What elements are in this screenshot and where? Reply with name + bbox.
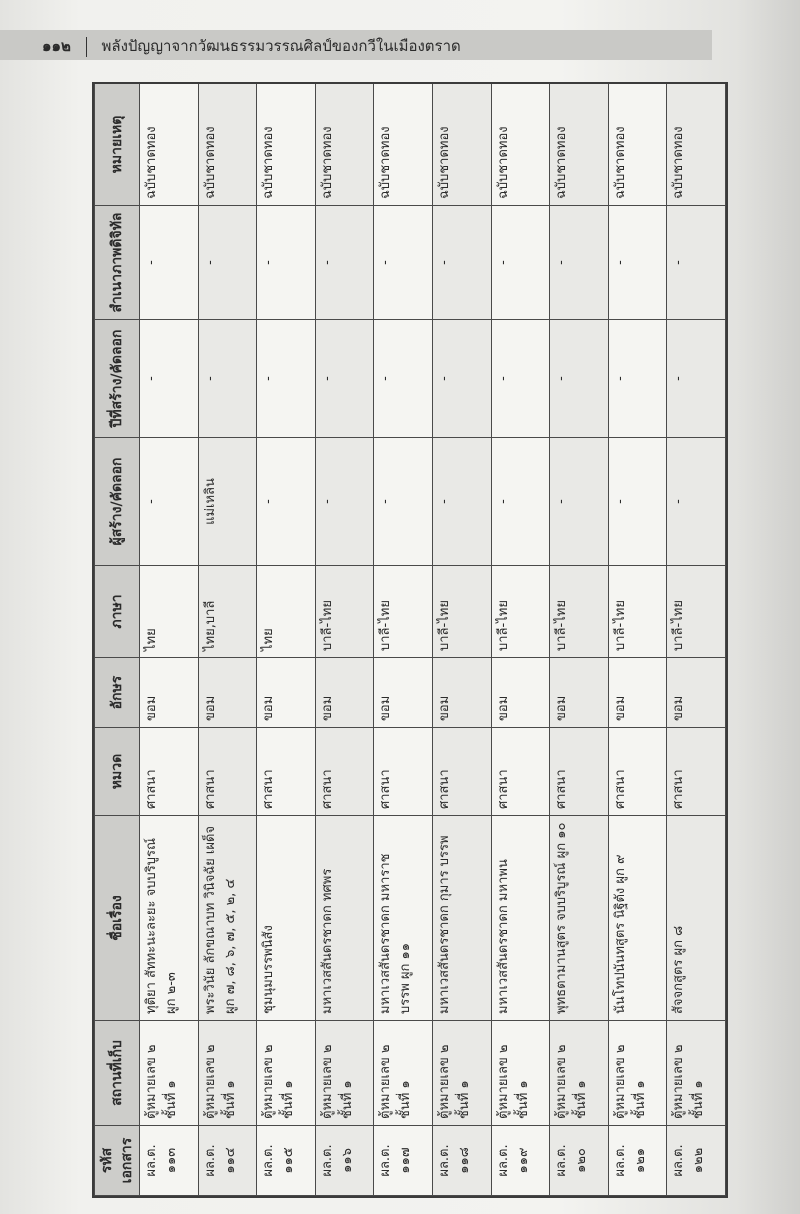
cell-category: ศาสนา	[667, 728, 726, 816]
cell-category: ศาสนา	[491, 728, 550, 816]
cell-code: ผล.ต. ๑๑๕	[257, 1126, 316, 1196]
cell-year: -	[491, 320, 550, 438]
column-header: ชื่อเรื่อง	[95, 816, 140, 1021]
cell-year: -	[550, 320, 609, 438]
cell-note: ฉบับชาดทอง	[550, 84, 609, 206]
cell-location: ตู้หมายเลข ๒ ชั้นที่ ๑	[140, 1021, 199, 1126]
manuscript-table-frame	[92, 82, 728, 1198]
rotated-table-container	[94, 84, 726, 1196]
column-header: หมายเหตุ	[95, 84, 140, 206]
table-row	[374, 84, 433, 1196]
cell-language: บาลี-ไทย	[491, 566, 550, 658]
cell-title: ทุติยา สัททะนะละยะ จบบริบูรณ์ ผูก ๒-๓	[140, 816, 199, 1021]
table-row	[198, 84, 257, 1196]
cell-digital: -	[667, 206, 726, 320]
cell-title: สัจจกสูตร ผูก ๘	[667, 816, 726, 1021]
cell-creator: -	[550, 438, 609, 566]
cell-title: นันโทปนันทสูตร นิฐิตัง ผูก ๙	[608, 816, 667, 1021]
cell-script: ขอม	[257, 658, 316, 728]
cell-digital: -	[140, 206, 199, 320]
cell-title: มหาเวสสันดรชาดก มหาราช บรรพ ผูก ๑๑	[374, 816, 433, 1021]
cell-year: -	[608, 320, 667, 438]
cell-creator: -	[667, 438, 726, 566]
cell-script: ขอม	[198, 658, 257, 728]
cell-note: ฉบับชาดทอง	[608, 84, 667, 206]
cell-title: มหาเวสสันดรชาดก ทศพร	[315, 816, 374, 1021]
cell-script: ขอม	[491, 658, 550, 728]
cell-code: ผล.ต. ๑๑๔	[198, 1126, 257, 1196]
manuscript-register-table	[94, 83, 726, 1196]
cell-creator: -	[257, 438, 316, 566]
cell-digital: -	[315, 206, 374, 320]
cell-location: ตู้หมายเลข ๒ ชั้นที่ ๑	[432, 1021, 491, 1126]
cell-title: มหาเวสสันดรชาดก กุมาร บรรพ	[432, 816, 491, 1021]
cell-category: ศาสนา	[608, 728, 667, 816]
cell-location: ตู้หมายเลข ๒ ชั้นที่ ๑	[374, 1021, 433, 1126]
cell-category: ศาสนา	[374, 728, 433, 816]
cell-language: บาลี-ไทย	[315, 566, 374, 658]
cell-script: ขอม	[315, 658, 374, 728]
table-row	[140, 84, 199, 1196]
cell-note: ฉบับชาดทอง	[257, 84, 316, 206]
cell-creator: แม่เหลิน	[198, 438, 257, 566]
cell-digital: -	[374, 206, 433, 320]
cell-year: -	[140, 320, 199, 438]
cell-code: ผล.ต. ๑๑๘	[432, 1126, 491, 1196]
cell-location: ตู้หมายเลข ๒ ชั้นที่ ๑	[608, 1021, 667, 1126]
cell-note: ฉบับชาดทอง	[198, 84, 257, 206]
table-row	[257, 84, 316, 1196]
cell-language: ไทย	[257, 566, 316, 658]
cell-digital: -	[491, 206, 550, 320]
running-header	[42, 34, 461, 58]
cell-language: บาลี-ไทย	[374, 566, 433, 658]
cell-script: ขอม	[432, 658, 491, 728]
table-row	[315, 84, 374, 1196]
cell-location: ตู้หมายเลข ๒ ชั้นที่ ๑	[550, 1021, 609, 1126]
cell-note: ฉบับชาดทอง	[315, 84, 374, 206]
table-row	[491, 84, 550, 1196]
cell-year: -	[315, 320, 374, 438]
cell-code: ผล.ต. ๑๑๓	[140, 1126, 199, 1196]
cell-language: บาลี-ไทย	[667, 566, 726, 658]
table-row	[432, 84, 491, 1196]
cell-location: ตู้หมายเลข ๒ ชั้นที่ ๑	[198, 1021, 257, 1126]
cell-script: ขอม	[667, 658, 726, 728]
table-body	[140, 84, 726, 1196]
cell-note: ฉบับชาดทอง	[140, 84, 199, 206]
cell-year: -	[432, 320, 491, 438]
cell-creator: -	[140, 438, 199, 566]
cell-digital: -	[432, 206, 491, 320]
column-header: รหัสเอกสาร	[95, 1126, 140, 1196]
cell-title: ชุมนุมบรรพนิสัง	[257, 816, 316, 1021]
cell-note: ฉบับชาดทอง	[667, 84, 726, 206]
cell-category: ศาสนา	[257, 728, 316, 816]
cell-location: ตู้หมายเลข ๒ ชั้นที่ ๑	[315, 1021, 374, 1126]
cell-note: ฉบับชาดทอง	[491, 84, 550, 206]
cell-category: ศาสนา	[315, 728, 374, 816]
cell-creator: -	[315, 438, 374, 566]
header-divider	[86, 37, 87, 57]
cell-creator: -	[608, 438, 667, 566]
cell-script: ขอม	[608, 658, 667, 728]
table-row	[608, 84, 667, 1196]
column-header: อักษร	[95, 658, 140, 728]
cell-script: ขอม	[140, 658, 199, 728]
column-header: ปีที่สร้าง/คัดลอก	[95, 320, 140, 438]
cell-title: พระวินัย ลักขณาบท วินิจฉัย เผด็จ ผูก ๗, ๘, ๖, ๗, ๕, ๒, ๔	[198, 816, 257, 1021]
cell-creator: -	[374, 438, 433, 566]
cell-location: ตู้หมายเลข ๒ ชั้นที่ ๑	[491, 1021, 550, 1126]
cell-code: ผล.ต. ๑๑๖	[315, 1126, 374, 1196]
column-header: ภาษา	[95, 566, 140, 658]
book-title: พลังปัญญาจากวัฒนธรรมวรรณศิลป์ของกวีในเมืองตราด	[101, 37, 461, 55]
cell-location: ตู้หมายเลข ๒ ชั้นที่ ๑	[667, 1021, 726, 1126]
column-header: หมวด	[95, 728, 140, 816]
cell-digital: -	[550, 206, 609, 320]
cell-language: ไทย,บาลี	[198, 566, 257, 658]
cell-creator: -	[432, 438, 491, 566]
cell-location: ตู้หมายเลข ๒ ชั้นที่ ๑	[257, 1021, 316, 1126]
cell-language: ไทย	[140, 566, 199, 658]
column-header: สำเนาภาพดิจิทัล	[95, 206, 140, 320]
cell-language: บาลี-ไทย	[608, 566, 667, 658]
cell-note: ฉบับชาดทอง	[432, 84, 491, 206]
cell-category: ศาสนา	[432, 728, 491, 816]
table-row	[550, 84, 609, 1196]
cell-year: -	[257, 320, 316, 438]
table-header-row	[95, 84, 140, 1196]
cell-category: ศาสนา	[198, 728, 257, 816]
cell-category: ศาสนา	[550, 728, 609, 816]
column-header: ผู้สร้าง/คัดลอก	[95, 438, 140, 566]
cell-script: ขอม	[550, 658, 609, 728]
cell-note: ฉบับชาดทอง	[374, 84, 433, 206]
cell-language: บาลี-ไทย	[550, 566, 609, 658]
cell-title: มหาเวสสันดรชาดก มหาพน	[491, 816, 550, 1021]
cell-year: -	[374, 320, 433, 438]
table-row	[667, 84, 726, 1196]
column-header: สถานที่เก็บ	[95, 1021, 140, 1126]
page-number: ๑๑๒	[42, 37, 71, 55]
cell-code: ผล.ต. ๑๑๙	[491, 1126, 550, 1196]
cell-code: ผล.ต. ๑๑๗	[374, 1126, 433, 1196]
cell-year: -	[667, 320, 726, 438]
cell-language: บาลี-ไทย	[432, 566, 491, 658]
cell-creator: -	[491, 438, 550, 566]
cell-year: -	[198, 320, 257, 438]
cell-digital: -	[198, 206, 257, 320]
cell-code: ผล.ต. ๑๒๒	[667, 1126, 726, 1196]
cell-code: ผล.ต. ๑๒๐	[550, 1126, 609, 1196]
cell-code: ผล.ต. ๑๒๑	[608, 1126, 667, 1196]
cell-category: ศาสนา	[140, 728, 199, 816]
cell-script: ขอม	[374, 658, 433, 728]
cell-digital: -	[608, 206, 667, 320]
cell-title: พุทธตามานสูตร จบบริบูรณ์ ผูก ๑๐	[550, 816, 609, 1021]
cell-digital: -	[257, 206, 316, 320]
